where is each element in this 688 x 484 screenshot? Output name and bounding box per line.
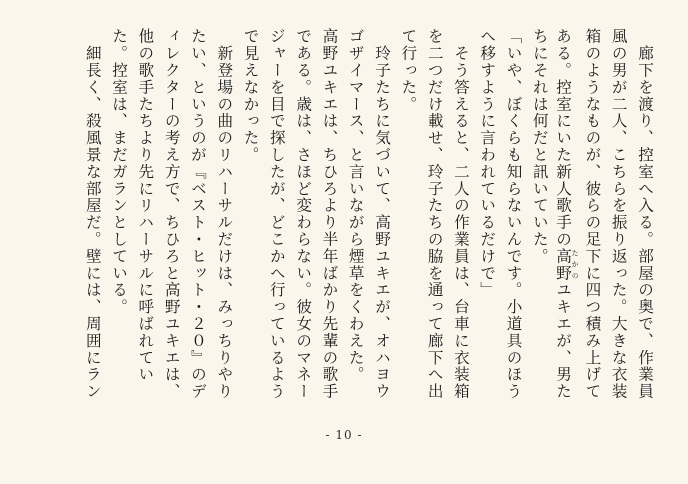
- text-line-9: を二つだけ載せ、玲子たちの脇を通って廊下へ出: [425, 28, 444, 400]
- text-line-12: ゴザイマース、と言いながら煙草をくわえた。: [346, 28, 365, 383]
- text-line-2: 風の男が二人、こちらを振り返った。大きな衣装: [609, 28, 628, 400]
- text-line-5: ちにそれは何だと訊いていた。: [530, 28, 549, 265]
- text-line-4: ある。控室にいた新人歌手の高野 たかのユキエが、男た: [554, 28, 580, 400]
- text-line-14: である。歳は、さほど変わらない。彼女のマネー: [294, 28, 313, 400]
- text-line-16: で見えなかった。: [241, 28, 260, 164]
- vertical-text-block: [38, 28, 658, 408]
- text-line-21: た。控室は、まだガランとしている。: [110, 28, 129, 316]
- text-line-18: たい、というのが『ベスト・ヒット・２０』のデ: [188, 28, 207, 400]
- text-line-22: 細長く、殺風景な部屋だ。壁には、周囲にラン: [83, 28, 102, 400]
- text-line-20: 他の歌手たちより先にリハーサルに呼ばれてい: [136, 28, 155, 383]
- text-line-19: ィレクターの考え方で、ちひろと高野ユキエは、: [162, 28, 181, 400]
- text-line-3: 箱のようなものが、彼らの足下に四つ積み上げて: [583, 28, 602, 400]
- text-line-1: 廊下を渡り、控室へ入る。部屋の奥で、作業員: [636, 28, 654, 400]
- ruby-annotation: 高野 たかの: [554, 247, 580, 282]
- text-line-10: て行った。: [399, 28, 418, 113]
- page-number: - 10 -: [325, 428, 363, 442]
- text-line-6: 「いや、ぼくらも知らないんです。小道具のほう: [504, 28, 523, 400]
- text-line-11: 玲子たちに気づいて、高野ユキエが、オハヨウ: [373, 28, 392, 400]
- text-line-15: ジャーを目で探したが、どこかへ行っているよう: [267, 28, 286, 400]
- text-line-7: へ移すように言われているだけで」: [478, 28, 497, 299]
- text-line-13: 高野ユキエは、ちひろより半年ばかり先輩の歌手: [320, 28, 339, 400]
- ruby-reading: たかの: [571, 247, 580, 282]
- text-line-17: 新登場の曲のリハーサルだけは、みっちりやり: [215, 28, 234, 400]
- text-line-8: そう答えると、二人の作業員は、台車に衣装箱: [451, 28, 470, 400]
